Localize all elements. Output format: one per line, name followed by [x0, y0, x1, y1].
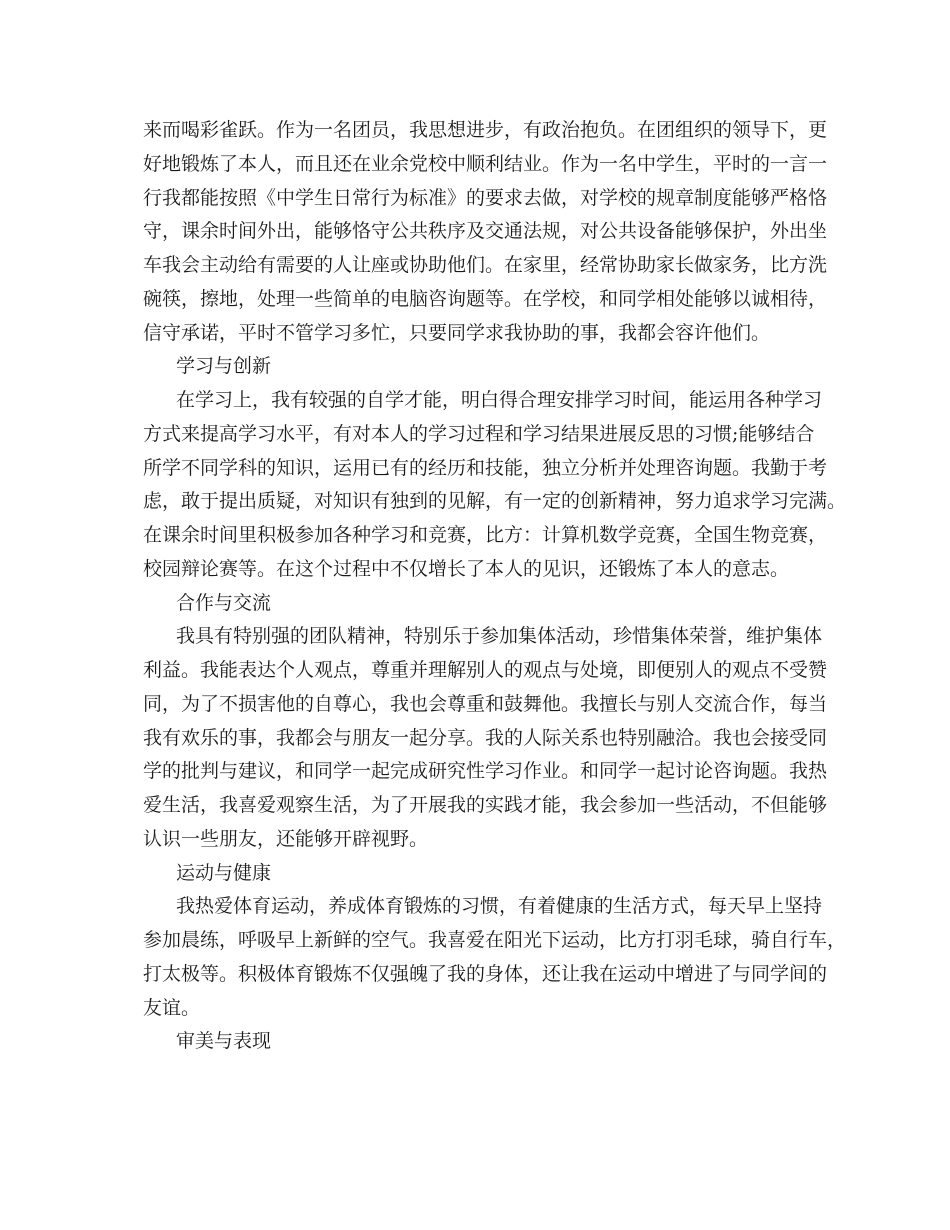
paragraph-line: 校园辩论赛等。在这个过程中不仅增长了本人的见识，还锻炼了本人的意志。: [143, 557, 790, 580]
paragraph-line: 来而喝彩雀跃。作为一名团员，我思想进步，有政治抱负。在团组织的领导下，更: [143, 119, 828, 141]
paragraph-line: 我热爱体育运动，养成体育锻炼的习惯，有着健康的生活方式，每天早上坚持: [176, 895, 823, 918]
document-body: [143, 114, 847, 1059]
paragraph-line: 友谊。: [143, 996, 201, 1019]
paragraph-line: 在学习上，我有较强的自学才能，明白得合理安排学习时间，能运用各种学习: [176, 389, 823, 411]
paragraph-line: 所学不同学科的知识，运用已有的经历和技能，独立分析并处理咨询题。我勤于考: [143, 456, 828, 479]
paragraph-line: 我具有特别强的团队精神，特别乐于参加集体活动，珍惜集体荣誉，维护集体: [176, 625, 823, 648]
paragraph-line: 认识一些朋友，还能够开辟视野。: [143, 827, 429, 850]
paragraph-line: 同，为了不损害他的自尊心，我也会尊重和鼓舞他。我擅长与别人交流合作，每当: [143, 692, 828, 715]
paragraph-line: 在课余时间里积极参加各种学习和竞赛，比方：计算机数学竞赛，全国生物竞赛，: [143, 524, 828, 546]
paragraph-line: 我有欢乐的事，我都会与朋友一起分享。我的人际关系也特别融洽。我也会接受同: [143, 726, 828, 749]
paragraph-line: 信守承诺，平时不管学习多忙，只要同学求我协助的事，我都会容许他们。: [143, 321, 771, 344]
paragraph-line: 车我会主动给有需要的人让座或协助他们。在家里，经常协助家长做家务，比方洗: [143, 254, 828, 276]
paragraph-line: 守，课余时间外出，能够恪守公共秩序及交通法规，对公共设备能够保护，外出坐: [143, 220, 828, 243]
section-heading-cooperation: 合作与交流: [176, 591, 272, 614]
paragraph-line: 利益。我能表达个人观点，尊重并理解别人的观点与处境，即便别人的观点不受赞: [143, 659, 828, 681]
paragraph-line: 参加晨练，呼吸早上新鲜的空气。我喜爱在阳光下运动，比方打羽毛球，骑自行车，: [143, 929, 847, 951]
paragraph-line: 碗筷，擦地，处理一些简单的电脑咨询题等。在学校，和同学相处能够以诚相待，: [143, 287, 828, 310]
paragraph-line: 方式来提高学习水平，有对本人的学习过程和学习结果进展反思的习惯;能够结合: [143, 422, 815, 445]
paragraph-line: 爱生活，我喜爱观察生活，为了开展我的实践才能，我会参加一些活动，不但能够: [143, 794, 828, 816]
paragraph-line: 行我都能按照《中学生日常行为标准》的要求去做，对学校的规章制度能够严格恪: [143, 186, 828, 209]
paragraph-line: 打太极等。积极体育锻炼不仅强魄了我的身体，还让我在运动中增进了与同学间的: [143, 962, 828, 985]
paragraph-line: 好地锻炼了本人，而且还在业余党校中顺利结业。作为一名中学生，平时的一言一: [143, 152, 828, 175]
section-heading-aesthetics: 审美与表现: [176, 1030, 272, 1053]
paragraph-line: 虑，敢于提出质疑，对知识有独到的见解，有一定的创新精神，努力追求学习完满。: [143, 490, 847, 513]
section-heading-study-innovation: 学习与创新: [176, 355, 272, 378]
paragraph-line: 学的批判与建议，和同学一起完成研究性学习作业。和同学一起讨论咨询题。我热: [143, 760, 828, 783]
section-heading-sports-health: 运动与健康: [176, 861, 272, 884]
